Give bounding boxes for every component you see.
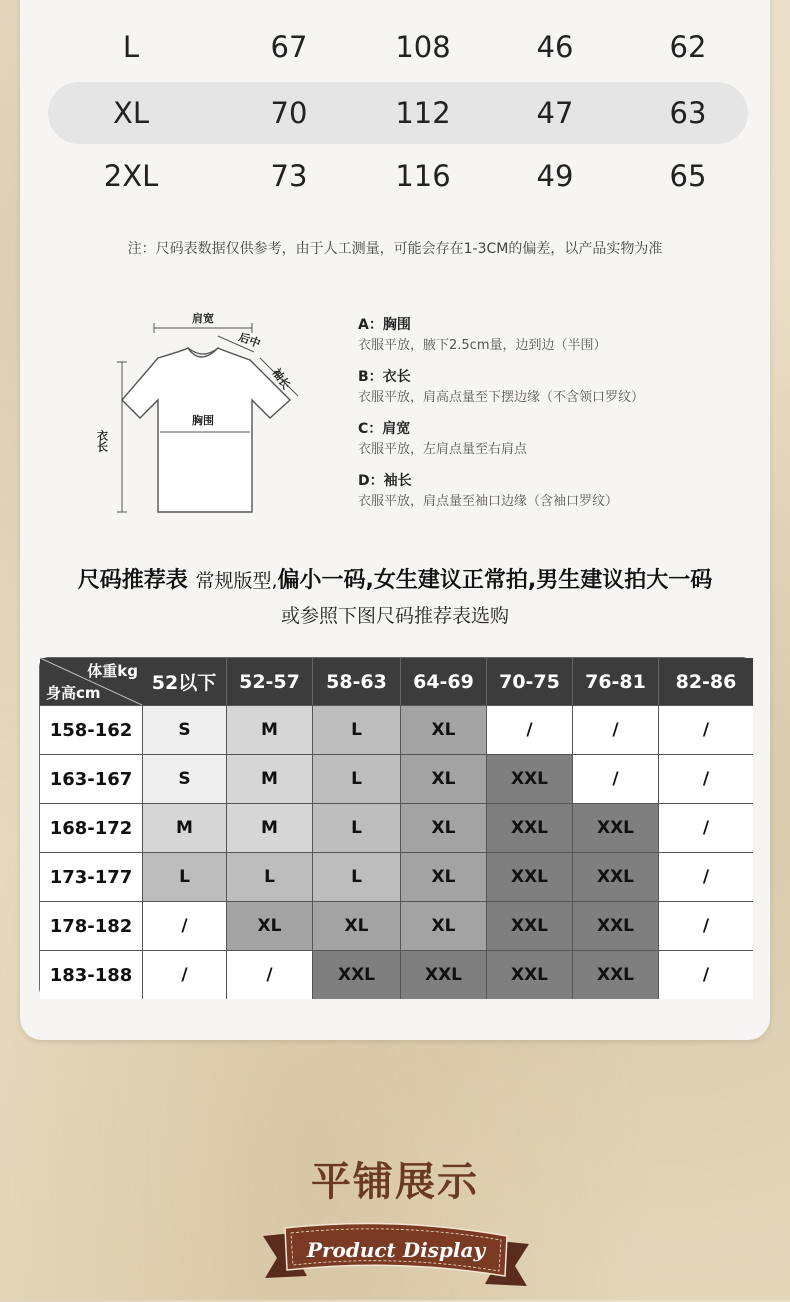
weight-header: 64-69: [400, 658, 486, 705]
size-recommendation-cell: S: [142, 754, 226, 803]
fit-advice: 偏小一码,女生建议正常拍,男生建议拍大一码: [277, 568, 713, 593]
size-value: 112: [395, 96, 451, 130]
size-recommendation-cell: XXL: [486, 950, 572, 999]
size-recommendation-cell: M: [142, 803, 226, 852]
definition-item: [358, 314, 758, 356]
size-recommendation-cell: L: [312, 803, 400, 852]
definition-title: C：肩宽: [358, 421, 411, 437]
definition-desc: 衣服平放，左肩点量至右肩点: [358, 442, 528, 457]
size-recommendation-cell: /: [572, 754, 658, 803]
height-label: 183-188: [40, 950, 142, 999]
size-recommendation-cell: XXL: [572, 803, 658, 852]
size-recommendation-cell: /: [658, 901, 753, 950]
size-recommendation-cell: XXL: [572, 901, 658, 950]
size-recommendation-cell: M: [226, 803, 312, 852]
definition-desc: 衣服平放，腋下2.5cm量，边到边（半围）: [358, 338, 607, 353]
sleeve-label: 袖长: [269, 366, 293, 392]
size-row: [48, 82, 748, 144]
height-label: 178-182: [40, 901, 142, 950]
size-recommendation-cell: /: [142, 901, 226, 950]
size-recommendation-cell: L: [312, 705, 400, 754]
size-recommendation-cell: XL: [312, 901, 400, 950]
size-label: XL: [112, 96, 150, 130]
size-row: [48, 16, 748, 78]
definition-title: A：胸围: [358, 317, 411, 333]
height-label: 168-172: [40, 803, 142, 852]
definition-item: [358, 418, 758, 460]
size-recommendation-cell: /: [658, 754, 753, 803]
definition-title: B：衣长: [358, 369, 411, 385]
size-value: 46: [536, 30, 574, 64]
shoulder-label: 肩宽: [192, 312, 214, 325]
weight-header: 58-63: [312, 658, 400, 705]
size-recommendation-cell: XL: [400, 901, 486, 950]
size-recommendation-cell: /: [142, 950, 226, 999]
size-recommendation-cell: /: [658, 950, 753, 999]
size-value: 116: [395, 159, 451, 193]
size-recommendation-cell: M: [226, 754, 312, 803]
weight-header: 82-86: [658, 658, 753, 705]
size-recommendation-cell: /: [658, 852, 753, 901]
size-recommendation-cell: XXL: [486, 803, 572, 852]
size-recommendation-cell: /: [226, 950, 312, 999]
size-recommendation-cell: /: [486, 705, 572, 754]
size-value: 67: [270, 30, 308, 64]
size-label: 2XL: [103, 159, 159, 193]
size-value: 47: [536, 96, 574, 130]
size-value: 108: [395, 30, 451, 64]
size-recommendation-cell: /: [572, 705, 658, 754]
definition-desc: 衣服平放，肩高点量至下摆边缘（不含领口罗纹）: [358, 390, 645, 405]
ribbon-text: Product Display: [306, 1238, 486, 1262]
height-label: 163-167: [40, 754, 142, 803]
size-value: 62: [669, 30, 707, 64]
table-corner: [40, 658, 142, 705]
size-recommendation-cell: L: [142, 852, 226, 901]
size-recommendation-cell: XXL: [572, 950, 658, 999]
measurement-definitions: [358, 314, 758, 522]
recommend-subtitle: 或参照下图尺码推荐表选购: [280, 605, 509, 627]
product-display-ribbon: [255, 1218, 537, 1298]
size-recommendation-cell: XXL: [486, 852, 572, 901]
weight-header: 52以下: [142, 658, 226, 705]
size-recommendation-cell: XXL: [486, 754, 572, 803]
size-recommendation-cell: /: [658, 803, 753, 852]
definition-item: [358, 366, 758, 408]
size-recommendation-cell: L: [312, 852, 400, 901]
weight-header: 70-75: [486, 658, 572, 705]
height-label: 158-162: [40, 705, 142, 754]
size-value: 63: [669, 96, 707, 130]
size-label: L: [122, 30, 140, 64]
height-axis-label: 身高cm: [46, 684, 101, 702]
length-label: 衣长: [95, 430, 109, 452]
fit-type: 常规版型,: [195, 570, 278, 592]
size-recommendation-cell: XXL: [400, 950, 486, 999]
size-value: 70: [270, 96, 308, 130]
size-recommendation-cell: XXL: [486, 901, 572, 950]
size-recommendation-cell: XXL: [572, 852, 658, 901]
size-recommendation-cell: M: [226, 705, 312, 754]
size-recommendation-cell: XL: [400, 754, 486, 803]
size-value: 65: [669, 159, 707, 193]
recommend-table: [39, 657, 752, 998]
chest-label: 胸围: [192, 414, 214, 427]
size-row: [48, 145, 748, 207]
measurement-note: 注：尺码表数据仅供参考，由于人工测量，可能会存在1-3CM的偏差，以产品实物为准: [127, 241, 663, 257]
size-recommendation-cell: XL: [226, 901, 312, 950]
weight-header: 76-81: [572, 658, 658, 705]
definition-desc: 衣服平放，肩点量至袖口边缘（含袖口罗纹）: [358, 494, 619, 509]
height-label: 173-177: [40, 852, 142, 901]
size-recommendation-cell: XL: [400, 705, 486, 754]
size-recommendation-cell: /: [658, 705, 753, 754]
weight-header: 52-57: [226, 658, 312, 705]
size-recommendation-cell: S: [142, 705, 226, 754]
tshirt-diagram: [95, 300, 310, 530]
size-recommendation-cell: XL: [400, 852, 486, 901]
size-recommendation-cell: L: [226, 852, 312, 901]
section-title: 平铺展示: [311, 1159, 479, 1205]
size-recommendation-cell: L: [312, 754, 400, 803]
size-value: 73: [270, 159, 308, 193]
definition-item: [358, 470, 758, 512]
back-center-label: 后中: [236, 330, 263, 351]
recommend-heading: [0, 563, 790, 594]
size-recommendation-cell: XL: [400, 803, 486, 852]
definition-title: D：袖长: [358, 473, 412, 489]
size-value: 49: [536, 159, 574, 193]
weight-axis-label: 体重kg: [87, 662, 138, 680]
recommend-title: 尺码推荐表: [77, 568, 188, 593]
size-recommendation-cell: XXL: [312, 950, 400, 999]
